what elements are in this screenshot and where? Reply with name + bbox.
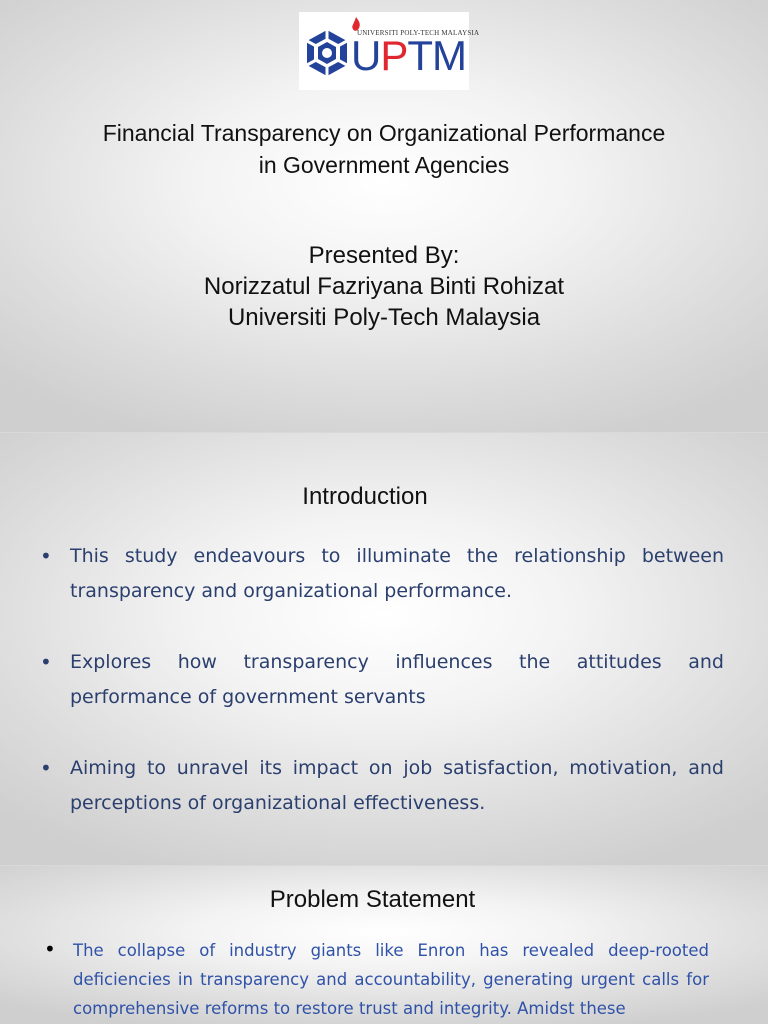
- title-line-1: Financial Transparency on Organizational Performance: [102, 120, 666, 146]
- uptm-logo: [299, 12, 480, 90]
- bullet-icon: •: [40, 544, 52, 568]
- title-line-2: in Government Agencies: [258, 152, 510, 178]
- introduction-slide: [0, 433, 768, 865]
- bullet-icon: •: [44, 937, 56, 961]
- list-item: • The collapse of industry giants like Enron has revealed deep-rooted deficiencies in transparency and accountability, generating urgent calls for comprehensive reforms to restore trust and integrity. Amidst these: [44, 937, 709, 1018]
- problem-statement-slide: [0, 866, 768, 1024]
- presenter-block: [0, 240, 768, 333]
- logo-university-text: UNIVERSITI POLY-TECH MALAYSIA: [357, 29, 480, 37]
- presented-by-label: Presented By:: [308, 242, 460, 269]
- title-slide: [0, 0, 768, 432]
- bullet-list: [44, 936, 709, 1023]
- bullet-list: [38, 539, 724, 857]
- bullet-icon: •: [40, 650, 52, 674]
- slide-heading: Problem Statement: [269, 886, 476, 913]
- presenter-name: Norizzatul Fazriyana Binti Rohizat: [203, 273, 565, 300]
- hexagon-emblem-icon: [302, 28, 352, 78]
- slide-heading: Introduction: [302, 483, 428, 510]
- presenter-institution: Universiti Poly-Tech Malaysia: [227, 304, 541, 331]
- list-item: • Aiming to unravel its impact on job satisfaction, motivation, and perceptions of organizational effectiveness.: [38, 751, 724, 821]
- list-item: • This study endeavours to illuminate the relationship between transparency and organizational performance.: [38, 539, 724, 609]
- bullet-icon: •: [40, 756, 52, 780]
- uptm-wordmark: UPTM: [351, 32, 467, 79]
- list-item: • Explores how transparency influences the attitudes and performance of government servants: [38, 645, 724, 715]
- presentation-title: [0, 117, 768, 181]
